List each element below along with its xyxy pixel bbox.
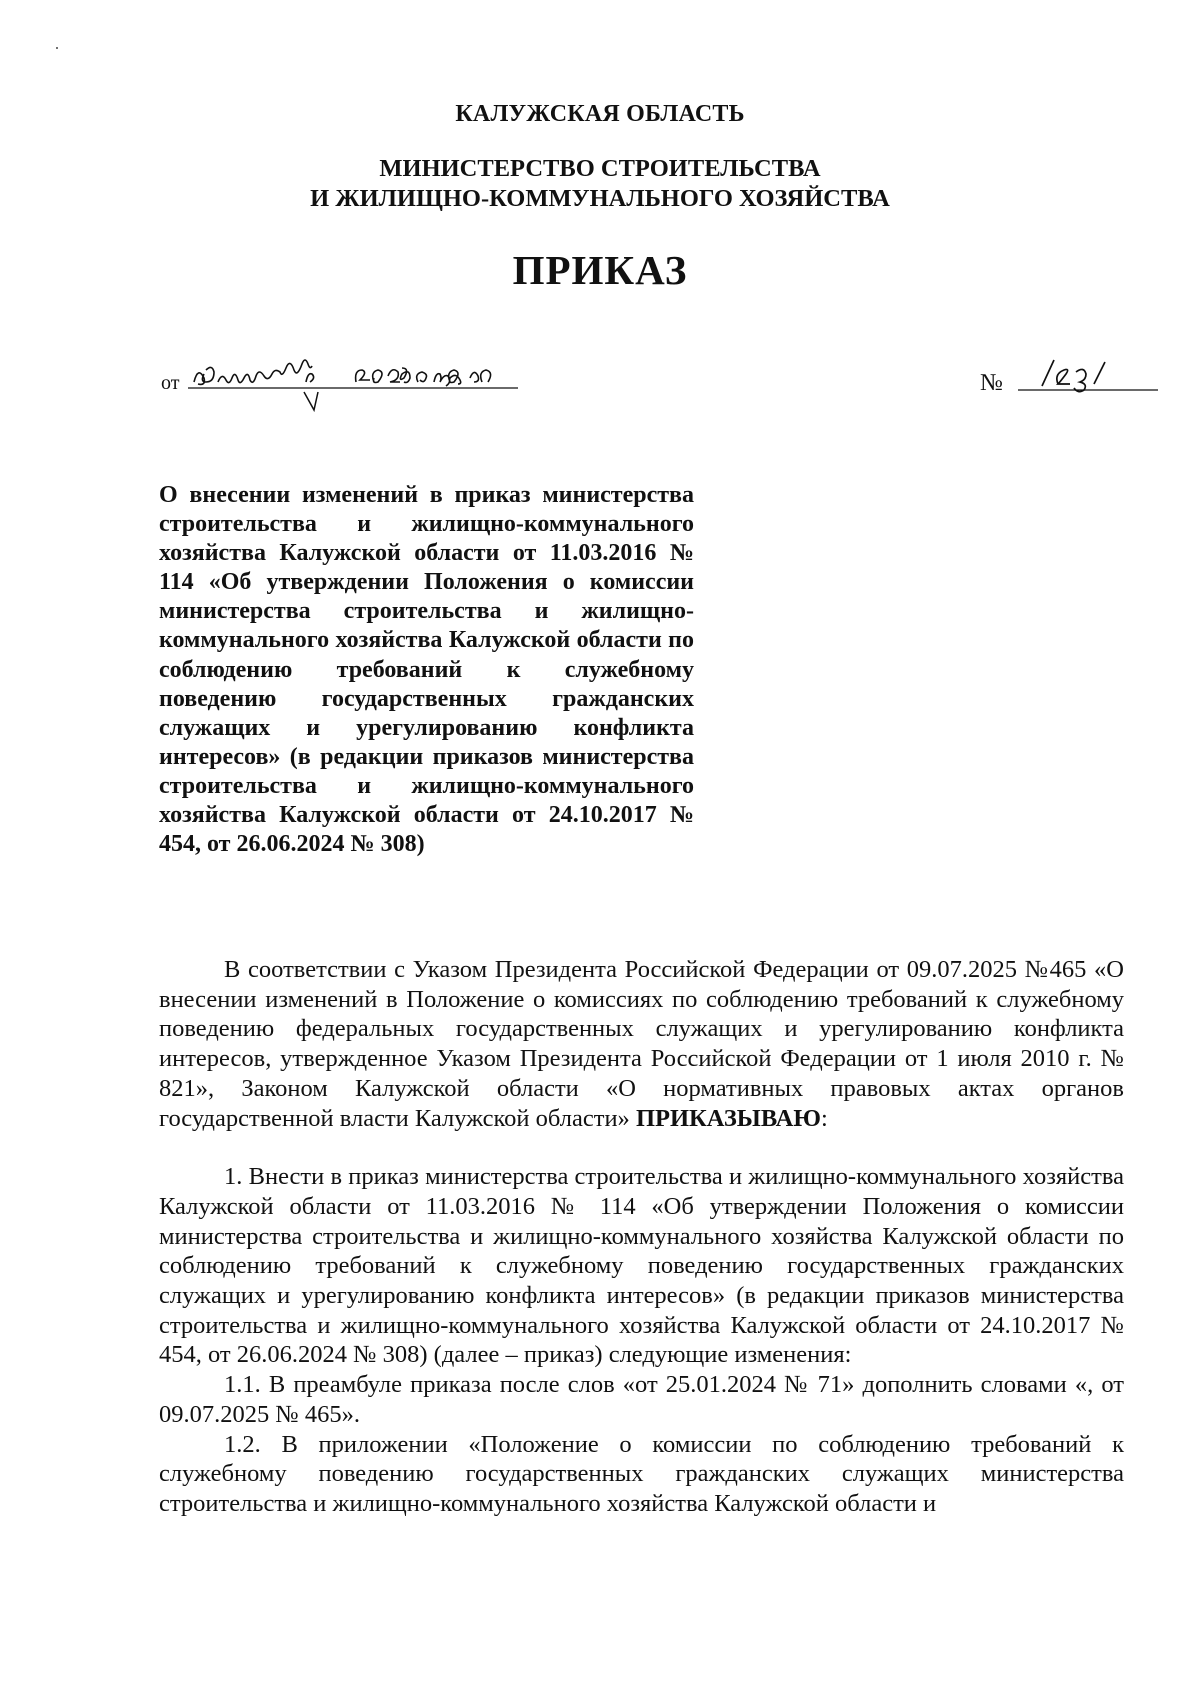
scan-speck (56, 47, 58, 49)
date-prefix: от (161, 372, 180, 394)
document-title: ПРИКАЗ (512, 247, 688, 293)
preamble-text: В соответствии с Указом Президента Российской Федерации от 09.07.2025 №465 «О внесении изменений в Положение о комиссиях по соблюдению требований к служебному поведению федеральных государственных служащих и урегулированию конфликта интересов, утвержденное Указом Президента Российской Федерации от 1 июля 2010 г. № 821», Законом Калужской области «О нормативных правовых актах органов государственной власти Калужской области» (159, 956, 1124, 1132)
region-heading: КАЛУЖСКАЯ ОБЛАСТЬ (455, 101, 745, 127)
item-1-1-paragraph: 1.1. В преамбуле приказа после слов «от 25.01.2024 № 71» дополнить словами «, от 09.07.2025 № 465». (159, 1371, 1124, 1428)
order-body (159, 955, 1124, 1519)
preamble-paragraph (159, 955, 1124, 1133)
handwritten-number (1018, 350, 1158, 400)
order-colon: : (820, 1104, 828, 1132)
order-word: ПРИКАЗЫВАЮ (635, 1104, 821, 1132)
handwritten-date (188, 348, 518, 418)
ministry-line-2: И ЖИЛИЩНО-КОММУНАЛЬНОГО ХОЗЯЙСТВА (310, 185, 890, 212)
order-subject: О внесении изменений в приказ министерства строительства и жилищно-коммунального хозяйства Калужской области от 11.03.2016 № 114 «Об утверждении Положения о комиссии министерства строительства и жилищно-коммунального хозяйства Калужской области по соблюдению требований к служебному поведению государственных гражданских служащих и урегулированию конфликта интересов» (в редакции приказов министерства строительства и жилищно-коммунального хозяйства Калужской области от 24.10.2017 № 454, от 26.06.2024 № 308) (159, 482, 694, 858)
item-1-paragraph: 1. Внести в приказ министерства строительства и жилищно-коммунального хозяйства Калужской области от 11.03.2016 № 114 «Об утверждении Положения о комиссии министерства строительства и жилищно-коммунального хозяйства Калужской области по соблюдению требований к служебному поведению государственных гражданских служащих и урегулированию конфликта интересов» (в редакции приказов министерства строительства и жилищно-коммунального хозяйства Калужской области от 24.10.2017 № 454, от 26.06.2024 № 308) (далее – приказ) следующие изменения: (159, 1163, 1124, 1369)
number-prefix: № (980, 370, 1003, 396)
ministry-heading (0, 154, 1200, 214)
ministry-line-1: МИНИСТЕРСТВО СТРОИТЕЛЬСТВА (379, 155, 821, 182)
item-1-2-paragraph: 1.2. В приложении «Положение о комиссии по соблюдению требований к служебному поведению государственных гражданских служащих министерства строительства и жилищно-коммунального хозяйства Калужской области и (159, 1430, 1124, 1517)
